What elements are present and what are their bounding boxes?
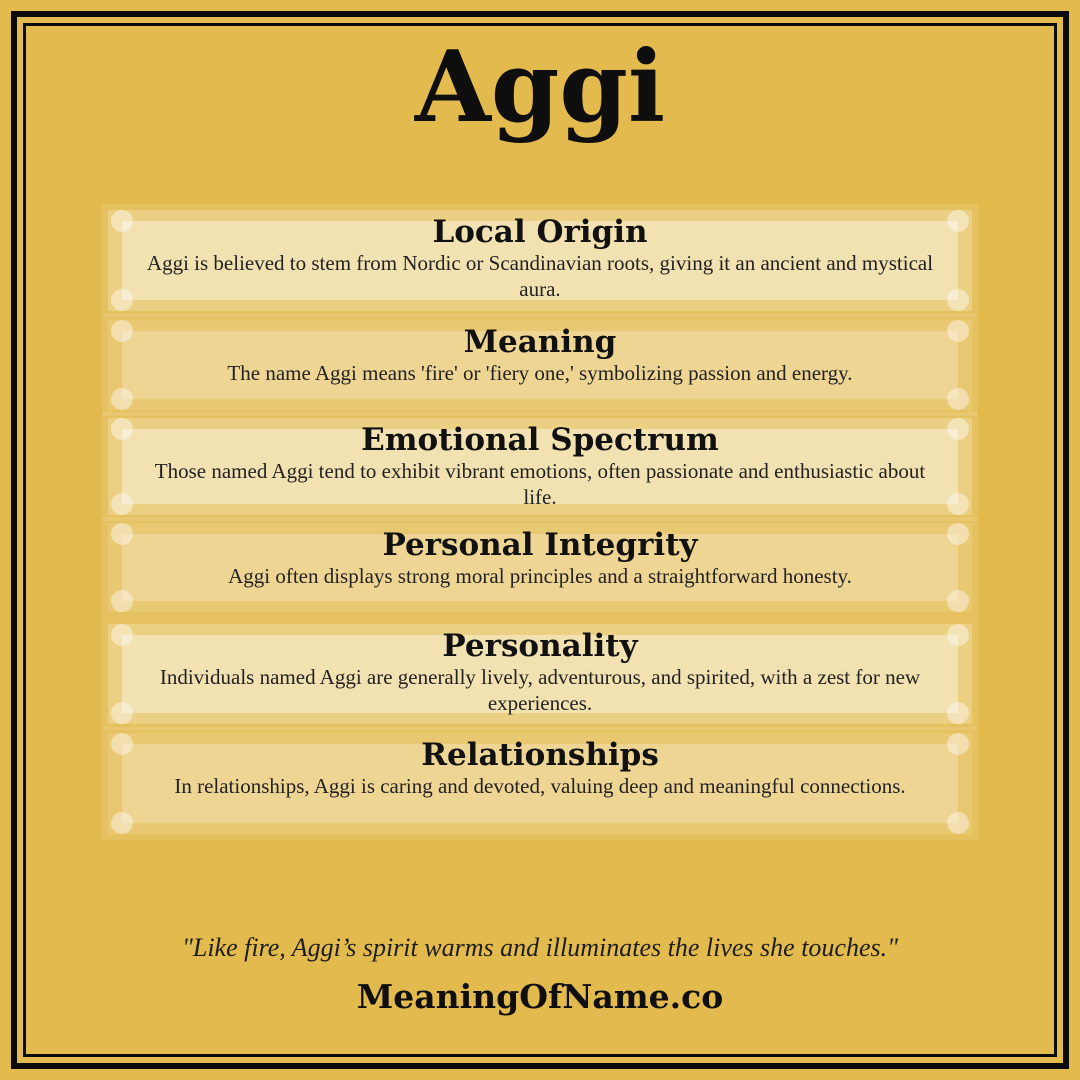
brand-wordmark: MeaningOfName.co [356, 977, 724, 1016]
section-local-origin [108, 210, 972, 311]
section-heading: Local Origin [432, 214, 648, 250]
section-body: The name Aggi means 'fire' or 'fiery one,' symbolizing passion and energy. [227, 361, 853, 385]
section-heading: Emotional Spectrum [361, 422, 719, 458]
section-relationships [108, 733, 972, 834]
corner-rivet-icon [111, 590, 133, 612]
footer-quote: "Like fire, Aggi’s spirit warms and illuminates the lives she touches." [181, 933, 899, 962]
page-title: Aggi [414, 30, 666, 145]
section-emotional-spectrum [108, 418, 972, 515]
corner-rivet-icon [947, 388, 969, 410]
section-heading: Meaning [463, 324, 617, 360]
section-meaning [108, 320, 972, 410]
corner-rivet-icon [947, 812, 969, 834]
section-body: Aggi is believed to stem from Nordic or Scandinavian roots, giving it an ancient and mystical aura. [146, 251, 934, 301]
corner-rivet-icon [947, 590, 969, 612]
section-personal-integrity [108, 523, 972, 612]
corner-rivet-icon [111, 812, 133, 834]
section-body: Those named Aggi tend to exhibit vibrant emotions, often passionate and enthusiastic about life. [154, 459, 926, 509]
section-heading: Relationships [421, 737, 659, 773]
section-personality [108, 624, 972, 724]
section-body: In relationships, Aggi is caring and devoted, valuing deep and meaningful connections. [174, 774, 906, 798]
corner-rivet-icon [111, 388, 133, 410]
section-body: Individuals named Aggi are generally lively, adventurous, and spirited, with a zest for new experiences. [159, 665, 921, 715]
section-heading: Personal Integrity [382, 527, 698, 563]
section-heading: Personality [442, 628, 638, 664]
section-body: Aggi often displays strong moral principles and a straightforward honesty. [228, 564, 852, 588]
